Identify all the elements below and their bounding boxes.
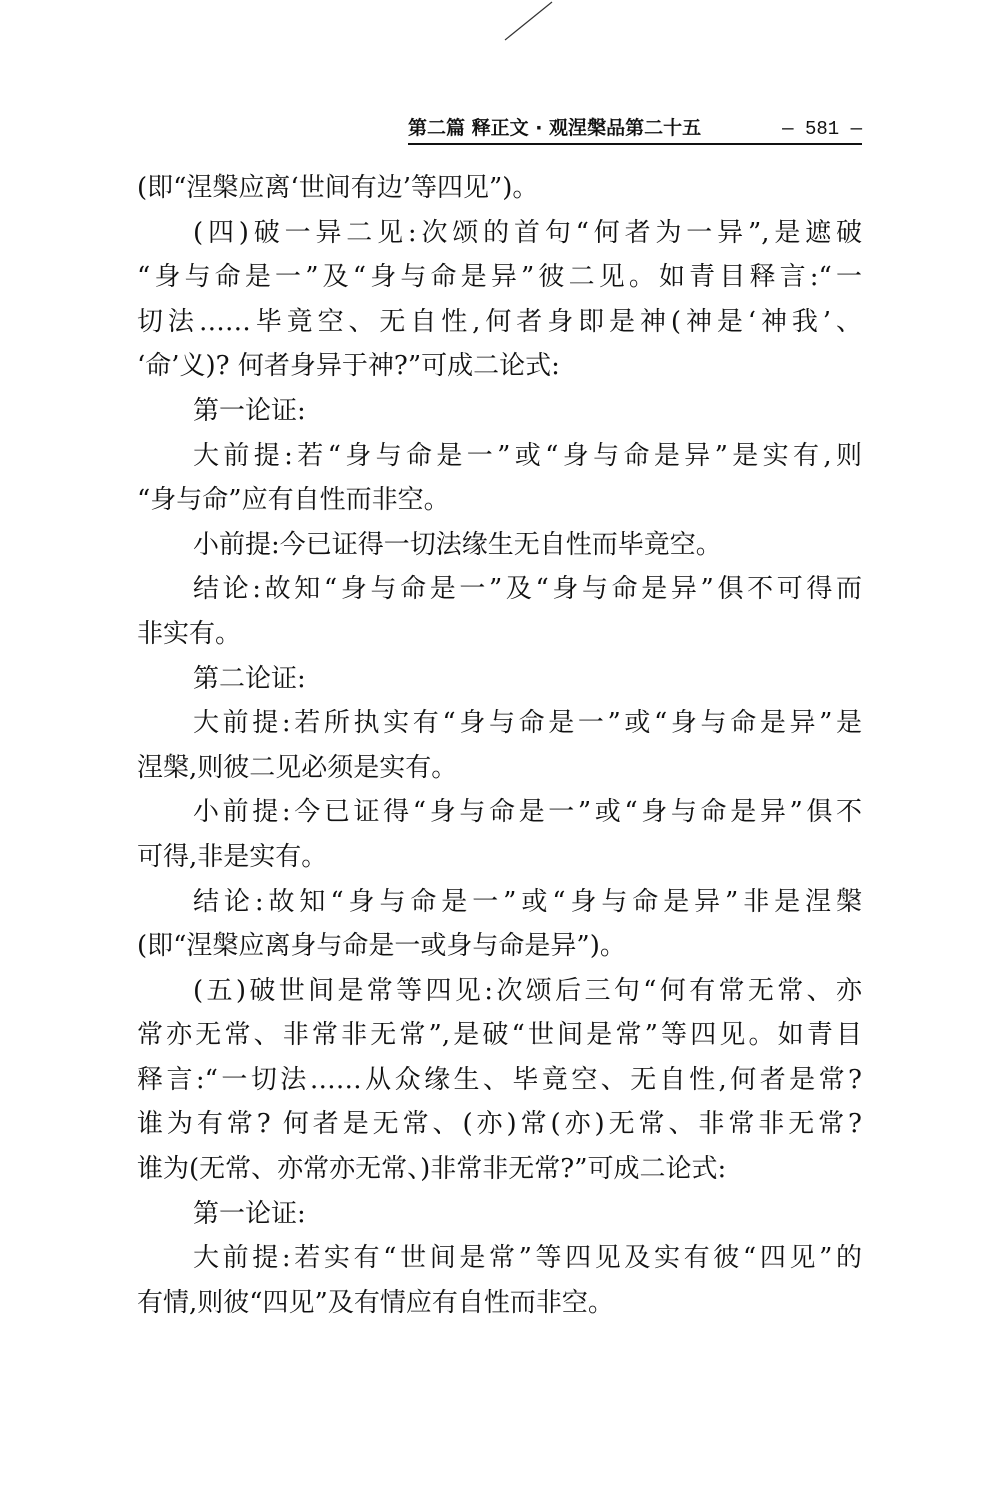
- text-line: 谁为有常? 何者是无常、(亦)常(亦)无常、非常非无常?: [137, 1109, 862, 1140]
- text-line: 有情,则彼“四见”及有情应有自性而非空。: [137, 1287, 614, 1318]
- text-line: 涅槃,则彼二见必须是实有。: [137, 752, 458, 783]
- running-header: [408, 112, 862, 145]
- text-line: 非实有。: [137, 618, 242, 649]
- chapter-title: 第二篇 释正文 · 观涅槃品第二十五: [408, 117, 702, 139]
- text-line: “身与命是一”及“身与命是异”彼二见。如青目释言:“一: [137, 262, 862, 293]
- text-line: 常亦无常、非常非无常”,是破“世间是常”等四见。如青目: [137, 1020, 862, 1051]
- text-line: 大前提:若“身与命是一”或“身与命是异”是实有,则: [193, 440, 862, 471]
- text-line: (即“涅槃应离‘世间有边’等四见”)。: [137, 173, 539, 203]
- text-line: 大前提:若所执实有“身与命是一”或“身与命是异”是: [193, 708, 862, 739]
- text-line: 结论:故知“身与命是一”及“身与命是异”俱不可得而: [193, 574, 862, 605]
- text-line: 可得,非是实有。: [137, 841, 328, 872]
- page-number: — 581 —: [782, 118, 862, 140]
- text-line: 切法……毕竟空、无自性,何者身即是神(神是‘神我’、: [137, 306, 862, 337]
- text-line: “身与命”应有自性而非空。: [137, 485, 450, 516]
- text-line: 第一论证:: [193, 395, 306, 426]
- text-line: (五)破世间是常等四见:次颂后三句“何有常无常、亦: [193, 975, 862, 1006]
- text-line: 释言:“一切法……从众缘生、毕竟空、无自性,何者是常?: [137, 1064, 862, 1095]
- text-line: 大前提:若实有“世间是常”等四见及实有彼“四见”的: [193, 1243, 862, 1274]
- body-text: [137, 166, 862, 1325]
- text-line: (四)破一异二见:次颂的首句“何者为一异”,是遮破: [193, 217, 862, 248]
- text-line: 结论:故知“身与命是一”或“身与命是异”非是涅槃: [193, 886, 862, 917]
- pen-scratch-mark: [0, 0, 983, 60]
- text-line: 第二论证:: [193, 663, 306, 694]
- text-line: 小前提:今已证得“身与命是一”或“身与命是异”俱不: [193, 797, 862, 828]
- text-line: 小前提:今已证得一切法缘生无自性而毕竟空。: [193, 529, 722, 560]
- text-line: ‘命’义)? 何者身异于神?”可成二论式:: [137, 351, 560, 382]
- text-line: 谁为(无常、亦常亦无常、)非常非无常?”可成二论式:: [137, 1154, 727, 1185]
- text-line: 第一论证:: [193, 1198, 306, 1229]
- text-line: (即“涅槃应离身与命是一或身与命是异”)。: [137, 931, 626, 962]
